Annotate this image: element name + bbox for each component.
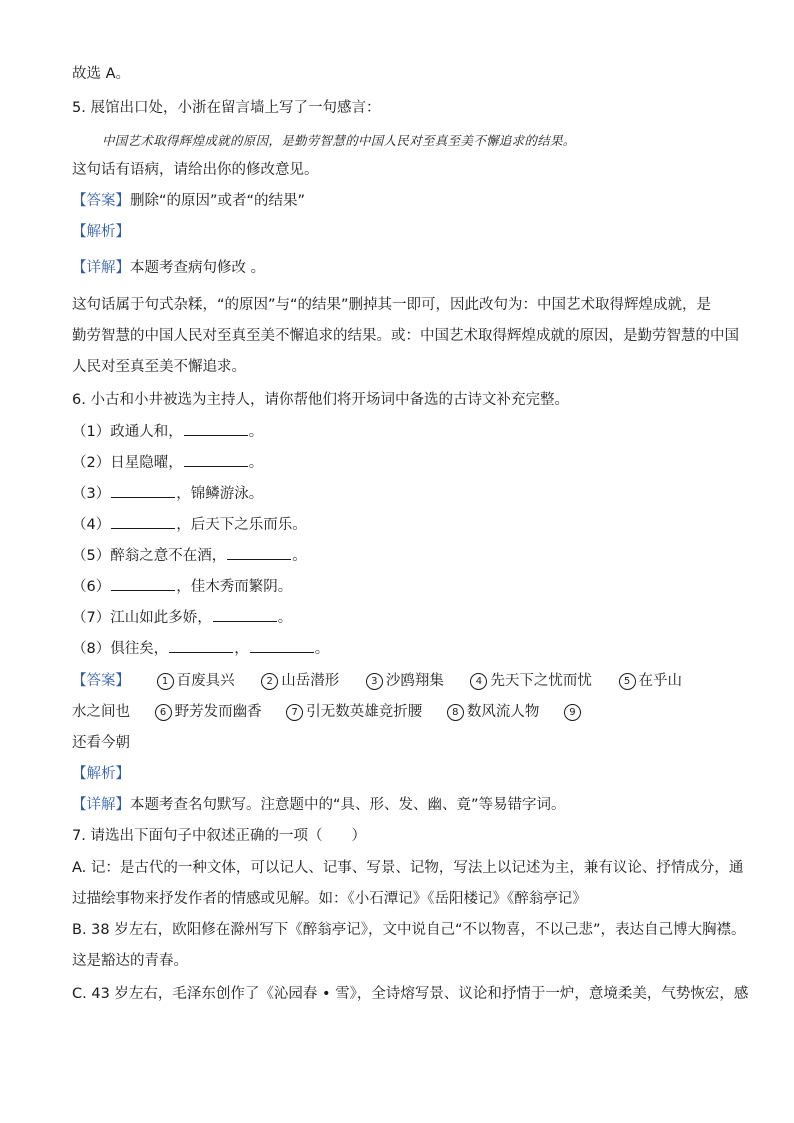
analysis-line (72, 222, 130, 242)
blank-line (250, 638, 314, 653)
circled-number: 4 (470, 673, 487, 690)
option-b-cont: 这是豁达的青春。 (72, 953, 188, 969)
answer-item-6: 6 野芳发而幽香 (155, 702, 262, 722)
answer-item-7: 7 引无数英雄竞折腰 (286, 702, 422, 722)
answer-item-9 (564, 702, 584, 722)
detail-line-q6 (72, 795, 566, 815)
blank-line (169, 638, 233, 653)
option-a-cont: 过描绘事物来抒发作者的情感或见解。如：《小石潭记》《岳阳楼记》《醉翁亭记》 (72, 891, 587, 907)
fill-item-3: （3） ，锦鳞游泳。 (72, 483, 263, 504)
analysis-tag: 【解析】 (72, 224, 130, 240)
blank-line (227, 545, 291, 560)
circled-number: 2 (261, 673, 278, 690)
text-line: 勤劳智慧的中国人民对至真至美不懈追求的结果。或：中国艺术取得辉煌成就的原因，是勤劳智慧的中国 (72, 328, 739, 344)
circled-number: 7 (286, 704, 303, 721)
option-c: C. 43 岁左右，毛泽东创作了《沁园春 • 雪》，全诗熔写景、议论和抒情于一炉，意境柔美，气势恢宏，感 (72, 986, 749, 1002)
detail-tag: 【详解】 (72, 260, 130, 276)
blank-line (184, 452, 248, 467)
detail-text: 本题考查病句修改 。 (130, 260, 266, 276)
blank-line (111, 483, 175, 498)
question-7-stem: 7. 请选出下面句子中叙述正确的一项（ ） (72, 828, 366, 844)
fill-item-8: （8）俱往矣， ， 。 (72, 638, 329, 659)
circled-number: 3 (366, 673, 383, 690)
detail-line-q5 (72, 258, 265, 278)
answer-tag: 【答案】 (72, 193, 130, 209)
question-5-stem: 5. 展馆出口处，小浙在留言墙上写了一句感言： (72, 100, 381, 116)
quoted-sentence: 中国艺术取得辉煌成就的原因，是勤劳智慧的中国人民对至真至美不懈追求的结果。 (102, 133, 576, 148)
answer-item-5: 5 在乎山 (619, 671, 683, 691)
fill-item-5: （5）醉翁之意不在酒， 。 (72, 545, 307, 566)
fill-item-6: （6） ，佳木秀而繁阴。 (72, 576, 292, 597)
answer-tag: 【答案】 (72, 673, 130, 689)
answer-item-5-cont: 水之间也 (72, 704, 130, 720)
circled-number: 8 (447, 704, 464, 721)
answer-item-4: 4 先天下之忧而忧 (470, 671, 592, 691)
detail-text: 本题考查名句默写。注意题中的“具、形、发、幽、竟”等易错字词。 (130, 797, 566, 813)
text-line: 人民对至真至美不懈追求。 (72, 359, 246, 375)
circled-number: 6 (155, 704, 172, 721)
option-a: A. 记：是古代的一种文体，可以记人、记事、写景、记物，写法上以记述为主，兼有议论、抒情成分，通 (72, 860, 744, 876)
fill-item-4: （4） ，后天下之乐而乐。 (72, 514, 307, 535)
analysis-line (72, 764, 130, 784)
blank-line (111, 514, 175, 529)
answer-item-2: 2 山岳潜形 (261, 671, 339, 691)
option-b: B. 38 岁左右，欧阳修在滁州写下《醉翁亭记》，文中说自己“不以物喜，不以己悲”，表达自己博大胸襟。 (72, 922, 746, 938)
answer-line-q6-cont (72, 702, 584, 722)
answer-text: 删除“的原因”或者“的结果” (130, 193, 306, 209)
blank-line (213, 607, 277, 622)
blank-line (111, 576, 175, 591)
circled-number: 9 (564, 704, 581, 721)
detail-tag: 【详解】 (72, 797, 130, 813)
answer-item-3: 3 沙鸥翔集 (366, 671, 444, 691)
answer-item-9-text: 还看今朝 (72, 735, 130, 751)
blank-line (184, 421, 248, 436)
text-line: 这句话属于句式杂糅，“的原因”与“的结果”删掉其一即可，因此改句为：中国艺术取得辉煌成就，是 (72, 297, 712, 313)
circled-number: 1 (157, 673, 174, 690)
circled-number: 5 (619, 673, 636, 690)
answer-item-1: 1 百废具兴 (157, 671, 235, 691)
answer-line-q6 (72, 671, 682, 691)
text-line: 故选 A。 (72, 66, 131, 82)
analysis-tag: 【解析】 (72, 766, 130, 782)
text-line: 这句话有语病，请给出你的修改意见。 (72, 162, 319, 178)
fill-item-1: （1）政通人和， 。 (72, 421, 263, 442)
fill-item-7: （7）江山如此多娇， 。 (72, 607, 292, 628)
answer-line-q5 (72, 191, 305, 211)
answer-item-8: 8 数风流人物 (447, 702, 540, 722)
fill-item-2: （2）日星隐曜， 。 (72, 452, 263, 473)
question-6-stem: 6. 小古和小井被选为主持人，请你帮他们将开场词中备选的古诗文补充完整。 (72, 392, 569, 408)
